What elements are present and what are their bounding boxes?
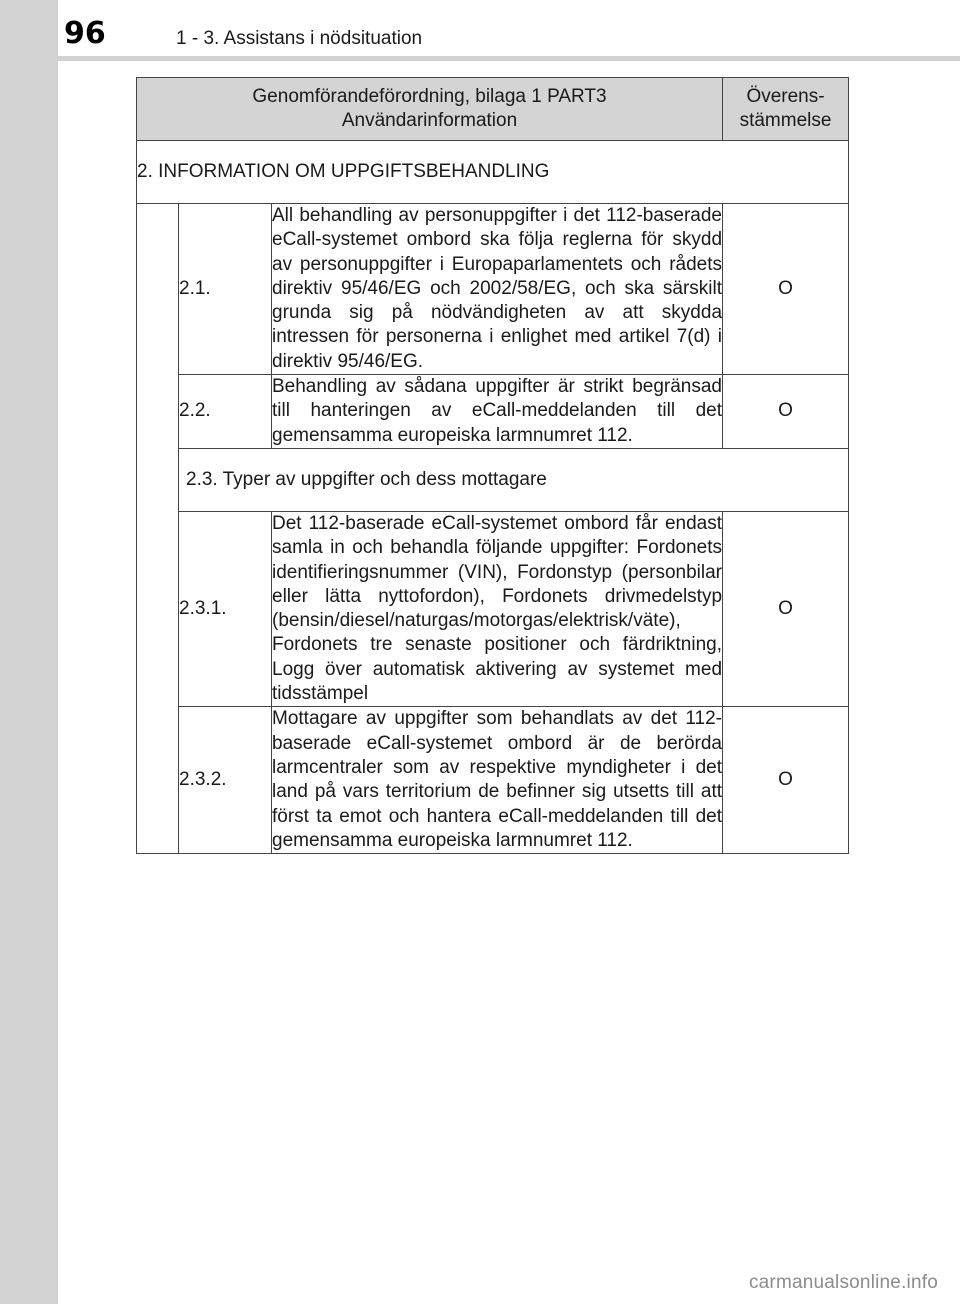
- section-heading: 2. INFORMATION OM UPPGIFTSBEHANDLING: [137, 141, 849, 204]
- section-heading-row: [137, 141, 849, 204]
- subsection-heading: 2.3. Typer av uppgifter och dess mottagare: [179, 448, 849, 511]
- row-conformity: O: [723, 204, 849, 375]
- row-text: All behandling av personuppgifter i det 112-baserade eCall-systemet ombord ska följa reglerna för skydd av personuppgifter i Europaparlamentets och rådets direktiv 95/46/EG och 2002/58/EG, och ska särskilt grunda sig på nödvändigheten av att skydda intressen för personerna i enlighet med artikel 7(d) i direktiv 95/46/EG.: [272, 204, 723, 375]
- header-regulation-line1: Genomförandeförordning, bilaga 1 PART3: [252, 85, 607, 107]
- header-regulation: [137, 78, 723, 141]
- header-conformity-line1: Överens-: [746, 85, 825, 107]
- page-number: 96: [64, 16, 106, 51]
- row-id: 2.3.1.: [179, 511, 272, 706]
- table-row: [137, 204, 849, 375]
- subsection-heading-row: [137, 448, 849, 511]
- regulation-table: [136, 77, 849, 854]
- row-text: Mottagare av uppgifter som behandlats av det 112-baserade eCall-systemet ombord är de berörda larmcentraler som av respektive myndigheter i det land på vars territorium de befinner sig utsetts till att först ta emot och hantera eCall-meddelanden till det gemensamma europeiska larmnumret 112.: [272, 707, 723, 854]
- section-title: 1 - 3. Assistans i nödsituation: [176, 28, 423, 49]
- side-margin-bar: [0, 0, 58, 1304]
- row-conformity: O: [723, 511, 849, 706]
- watermark: carmanualsonline.info: [748, 1272, 938, 1293]
- header-rule: [58, 56, 960, 61]
- table-header-row: [137, 78, 849, 141]
- header-conformity-line2: stämmelse: [739, 110, 832, 131]
- row-text: Det 112-baserade eCall-systemet ombord får endast samla in och behandla följande uppgifter: Fordonets identifieringsnummer (VIN), Fordonstyp (personbilar eller lätta nyttofordon), Fordonets drivmedelstyp (bensin/diesel/naturgas/motorgas/elektrisk/väte), Fordonets tre senaste positioner och färdriktning, Logg över automatisk aktivering av systemet med tidsstämpel: [272, 511, 723, 706]
- row-id: 2.2.: [179, 375, 272, 449]
- row-conformity: O: [723, 375, 849, 449]
- indent-cell: [137, 204, 179, 854]
- table-row: [137, 511, 849, 706]
- row-text: Behandling av sådana uppgifter är strikt begränsad till hanteringen av eCall-meddelanden till det gemensamma europeiska larmnumret 112.: [272, 375, 723, 449]
- row-id: 2.1.: [179, 204, 272, 375]
- row-id: 2.3.2.: [179, 707, 272, 854]
- header-regulation-line2: Användarinformation: [341, 110, 518, 131]
- row-conformity: O: [723, 707, 849, 854]
- header-conformity: [723, 78, 849, 141]
- table-row: [137, 707, 849, 854]
- table-row: [137, 375, 849, 449]
